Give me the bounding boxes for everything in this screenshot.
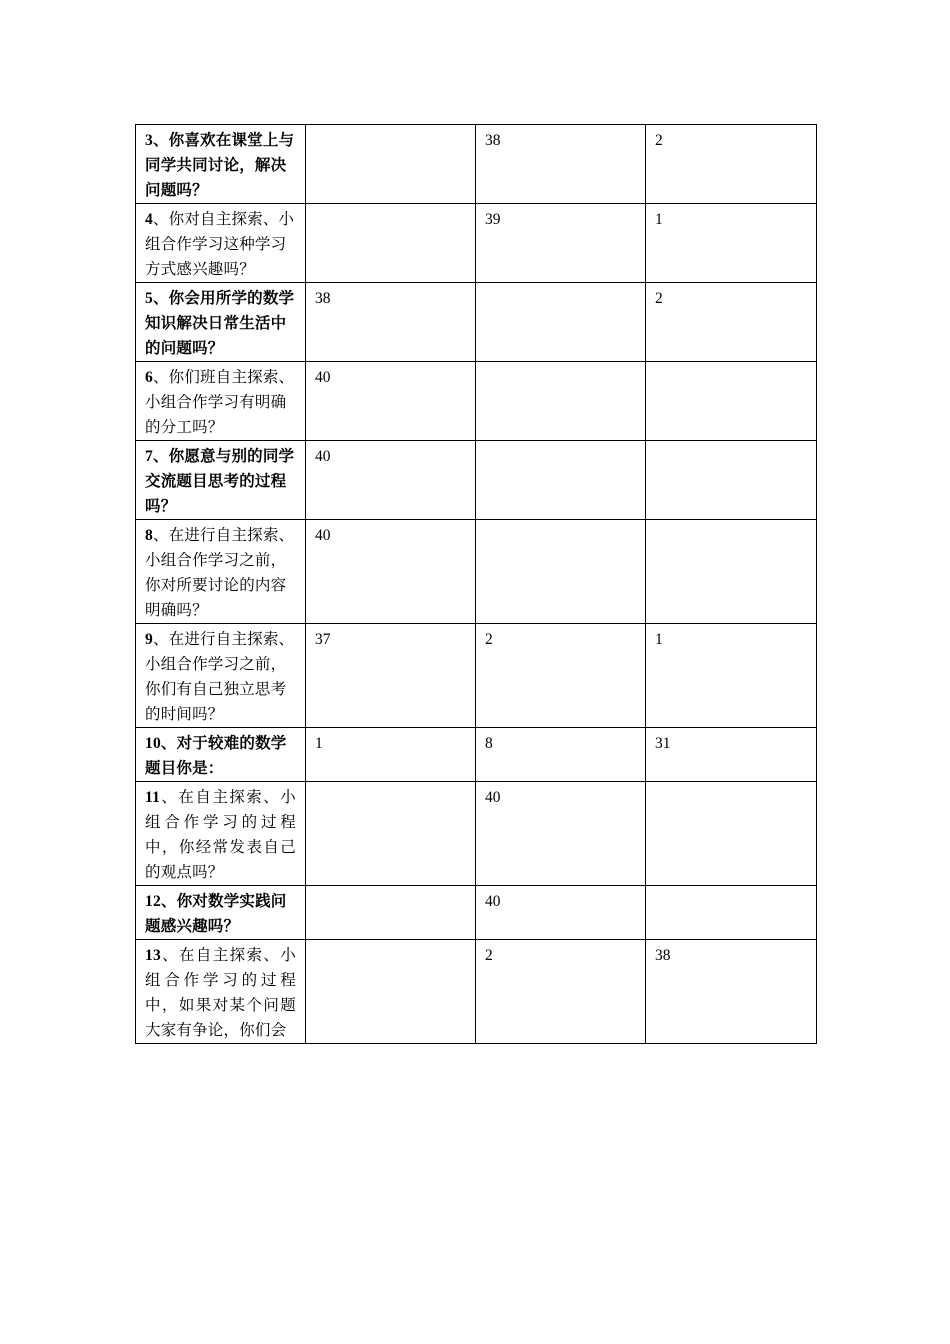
question-cell: [136, 886, 306, 940]
question-text: 、你会用所学的数学知识解决日常生活中的问题吗？: [145, 290, 295, 357]
survey-table: [135, 124, 817, 1044]
answer-count-a: [306, 782, 476, 886]
question-number: 10: [145, 735, 161, 752]
answer-count-c: 2: [646, 125, 817, 204]
answer-count-a: 40: [306, 362, 476, 441]
question-text: 、在自主探索、小组合作学习的过程中，你经常发表自己的观点吗？: [145, 789, 296, 881]
answer-count-c: [646, 782, 817, 886]
answer-count-c: [646, 520, 817, 624]
question-text: 、你愿意与别的同学交流题目思考的过程吗？: [145, 448, 295, 515]
question-cell: [136, 940, 306, 1044]
question-cell: [136, 520, 306, 624]
question-text: 、在进行自主探索、小组合作学习之前，你们有自己独立思考的时间吗？: [145, 631, 295, 723]
question-text: 、你们班自主探索、小组合作学习有明确的分工吗？: [145, 369, 295, 436]
question-number: 9: [145, 631, 153, 648]
answer-count-c: 38: [646, 940, 817, 1044]
answer-count-b: 40: [476, 886, 646, 940]
question-text: 、你对自主探索、小组合作学习这种学习方式感兴趣吗？: [145, 211, 295, 278]
question-cell: [136, 125, 306, 204]
question-number: 7: [145, 448, 153, 465]
answer-count-b: [476, 283, 646, 362]
question-text: 、你喜欢在课堂上与同学共同讨论，解决问题吗？: [145, 132, 295, 199]
table-row: [136, 520, 817, 624]
table-row: [136, 125, 817, 204]
question-number: 5: [145, 290, 153, 307]
answer-count-b: [476, 441, 646, 520]
question-text: 、你对数学实践问题感兴趣吗？: [145, 893, 287, 935]
answer-count-c: 1: [646, 624, 817, 728]
table-row: [136, 940, 817, 1044]
answer-count-c: [646, 362, 817, 441]
answer-count-c: [646, 441, 817, 520]
table-row: [136, 283, 817, 362]
table-row: [136, 362, 817, 441]
question-text: 、对于较难的数学题目你是：: [145, 735, 287, 777]
answer-count-a: 1: [306, 728, 476, 782]
question-text: 、在进行自主探索、小组合作学习之前，你对所要讨论的内容明确吗？: [145, 527, 295, 619]
question-cell: [136, 204, 306, 283]
question-cell: [136, 441, 306, 520]
answer-count-b: 2: [476, 940, 646, 1044]
table-row: [136, 782, 817, 886]
answer-count-b: [476, 362, 646, 441]
question-cell: [136, 624, 306, 728]
question-cell: [136, 283, 306, 362]
question-number: 12: [145, 893, 161, 910]
question-text: 、在自主探索、小组合作学习的过程中，如果对某个问题大家有争论，你们会: [145, 947, 296, 1039]
answer-count-b: 2: [476, 624, 646, 728]
question-number: 8: [145, 527, 153, 544]
answer-count-a: 40: [306, 441, 476, 520]
answer-count-b: 40: [476, 782, 646, 886]
answer-count-c: 31: [646, 728, 817, 782]
table-row: [136, 624, 817, 728]
answer-count-a: [306, 204, 476, 283]
table-row: [136, 204, 817, 283]
answer-count-a: 40: [306, 520, 476, 624]
question-number: 6: [145, 369, 153, 386]
answer-count-a: [306, 125, 476, 204]
table-row: [136, 441, 817, 520]
answer-count-b: 38: [476, 125, 646, 204]
answer-count-b: 39: [476, 204, 646, 283]
answer-count-a: [306, 940, 476, 1044]
answer-count-c: 1: [646, 204, 817, 283]
table-row: [136, 886, 817, 940]
answer-count-a: [306, 886, 476, 940]
table-row: [136, 728, 817, 782]
answer-count-a: 38: [306, 283, 476, 362]
question-number: 3: [145, 132, 153, 149]
answer-count-b: [476, 520, 646, 624]
question-cell: [136, 728, 306, 782]
question-number: 4: [145, 211, 153, 228]
question-number: 11: [145, 789, 161, 806]
answer-count-c: [646, 886, 817, 940]
question-number: 13: [145, 947, 161, 964]
answer-count-a: 37: [306, 624, 476, 728]
survey-table-body: [136, 125, 817, 1044]
question-cell: [136, 782, 306, 886]
answer-count-b: 8: [476, 728, 646, 782]
question-cell: [136, 362, 306, 441]
answer-count-c: 2: [646, 283, 817, 362]
